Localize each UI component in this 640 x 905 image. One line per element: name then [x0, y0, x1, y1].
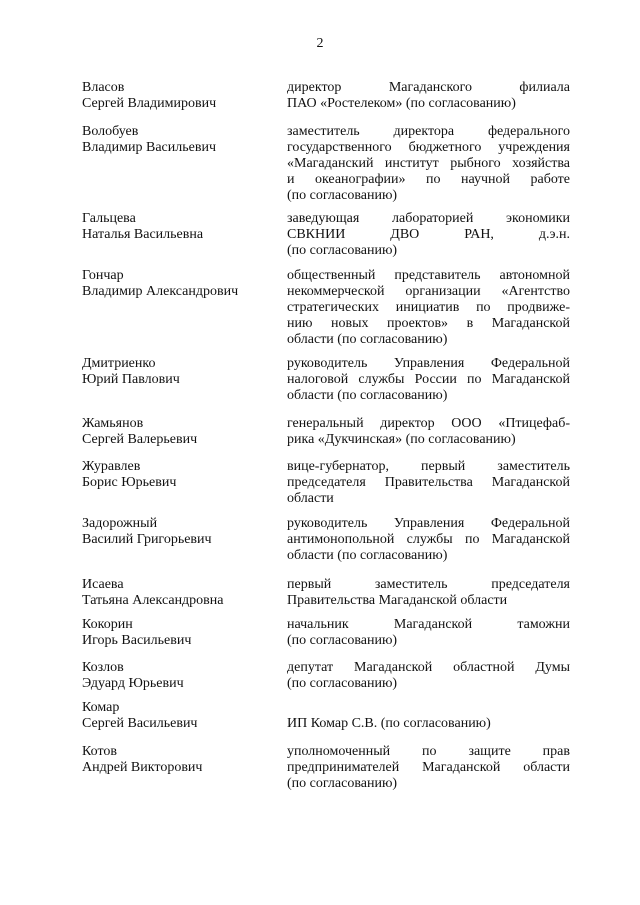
member-role-line: ИП Комар С.В. (по согласованию)	[287, 716, 491, 731]
member-role	[287, 268, 570, 348]
member-surname: Журавлев	[82, 459, 141, 474]
member-surname: Гальцева	[82, 211, 136, 226]
member-name	[82, 577, 272, 609]
member-role	[287, 356, 570, 404]
member-surname: Исаева	[82, 577, 124, 592]
member-role-line: области (по согласованию)	[287, 388, 448, 403]
member-role-line: (по согласованию)	[287, 633, 398, 648]
member-surname: Волобуев	[82, 124, 139, 139]
member-given-name: Сергей Валерьевич	[82, 432, 198, 447]
member-given-name: Наталья Васильевна	[82, 227, 204, 242]
member-surname: Козлов	[82, 660, 124, 675]
member-surname: Власов	[82, 80, 125, 95]
member-given-name: Владимир Александрович	[82, 284, 239, 299]
member-role	[287, 744, 570, 792]
member-role-line: антимонопольной службы по Магаданской	[287, 532, 570, 547]
member-name	[82, 416, 272, 448]
member-role	[287, 516, 570, 564]
member-role	[287, 716, 570, 732]
member-given-name: Юрий Павлович	[82, 372, 180, 387]
member-role-line: руководитель Управления Федеральной	[287, 356, 570, 371]
member-role-line: области	[287, 491, 334, 506]
member-given-name: Борис Юрьевич	[82, 475, 177, 490]
member-surname: Гончар	[82, 268, 124, 283]
member-role-line: первый заместитель председателя	[287, 577, 570, 592]
member-role-line: заведующая лабораторией экономики	[287, 211, 570, 226]
member-name	[82, 617, 272, 649]
member-role-line: депутат Магаданской областной Думы	[287, 660, 570, 675]
member-role-line: руководитель Управления Федеральной	[287, 516, 570, 531]
member-role-line: ПАО «Ростелеком» (по согласованию)	[287, 96, 516, 111]
member-given-name: Владимир Васильевич	[82, 140, 216, 155]
member-role-line: нию новых проектов» в Магаданской	[287, 316, 570, 331]
member-surname: Котов	[82, 744, 117, 759]
member-role-line: вице-губернатор, первый заместитель	[287, 459, 570, 474]
member-name	[82, 459, 272, 491]
member-surname: Дмитриенко	[82, 356, 156, 371]
member-role-line: Правительства Магаданской области	[287, 593, 508, 608]
member-role-line: области (по согласованию)	[287, 332, 448, 347]
member-given-name: Василий Григорьевич	[82, 532, 212, 547]
member-surname: Комар	[82, 700, 120, 715]
member-role-line: (по согласованию)	[287, 243, 398, 258]
member-name	[82, 744, 272, 776]
member-role-line: «Магаданский институт рыбного хозяйства	[287, 156, 570, 171]
member-role-line: СВКНИИ ДВО РАН, д.э.н.	[287, 227, 570, 242]
member-role-line: рика «Дукчинская» (по согласованию)	[287, 432, 516, 447]
member-role-line: области (по согласованию)	[287, 548, 448, 563]
member-given-name: Эдуард Юрьевич	[82, 676, 184, 691]
member-role-line: генеральный директор ООО «Птицефаб-	[287, 416, 570, 431]
member-surname: Задорожный	[82, 516, 158, 531]
member-role	[287, 211, 570, 259]
member-name	[82, 660, 272, 692]
member-name	[82, 700, 272, 732]
member-name	[82, 211, 272, 243]
member-role-line: налоговой службы России по Магаданской	[287, 372, 570, 387]
member-name	[82, 80, 272, 112]
member-given-name: Татьяна Александровна	[82, 593, 224, 608]
member-name	[82, 268, 272, 300]
page-number: 2	[316, 36, 324, 51]
member-role	[287, 124, 570, 204]
member-role	[287, 617, 570, 649]
member-role-line: стратегических инициатив по продвиже-	[287, 300, 570, 315]
member-role-line: государственного бюджетного учреждения	[287, 140, 570, 155]
member-role-line: председателя Правительства Магаданской	[287, 475, 570, 490]
member-role-line: (по согласованию)	[287, 776, 398, 791]
member-role-line: и океанографии» по научной работе	[287, 172, 570, 187]
member-given-name: Сергей Васильевич	[82, 716, 198, 731]
member-role	[287, 80, 570, 112]
member-name	[82, 124, 272, 156]
member-role	[287, 577, 570, 609]
member-role-line: начальник Магаданской таможни	[287, 617, 570, 632]
member-role-line: директор Магаданского филиала	[287, 80, 570, 95]
member-surname: Жамьянов	[82, 416, 144, 431]
member-role-line: (по согласованию)	[287, 676, 398, 691]
member-role-line: заместитель директора федерального	[287, 124, 570, 139]
member-role-line: некоммерческой организации «Агентство	[287, 284, 570, 299]
member-name	[82, 516, 272, 548]
member-role-line: (по согласованию)	[287, 188, 398, 203]
member-surname: Кокорин	[82, 617, 133, 632]
member-given-name: Сергей Владимирович	[82, 96, 217, 111]
member-role	[287, 416, 570, 448]
member-role-line: уполномоченный по защите прав	[287, 744, 570, 759]
member-role-line: предпринимателей Магаданской области	[287, 760, 570, 775]
member-given-name: Андрей Викторович	[82, 760, 203, 775]
member-role	[287, 459, 570, 507]
member-given-name: Игорь Васильевич	[82, 633, 192, 648]
member-name	[82, 356, 272, 388]
member-role-line: общественный представитель автономной	[287, 268, 570, 283]
member-role	[287, 660, 570, 692]
